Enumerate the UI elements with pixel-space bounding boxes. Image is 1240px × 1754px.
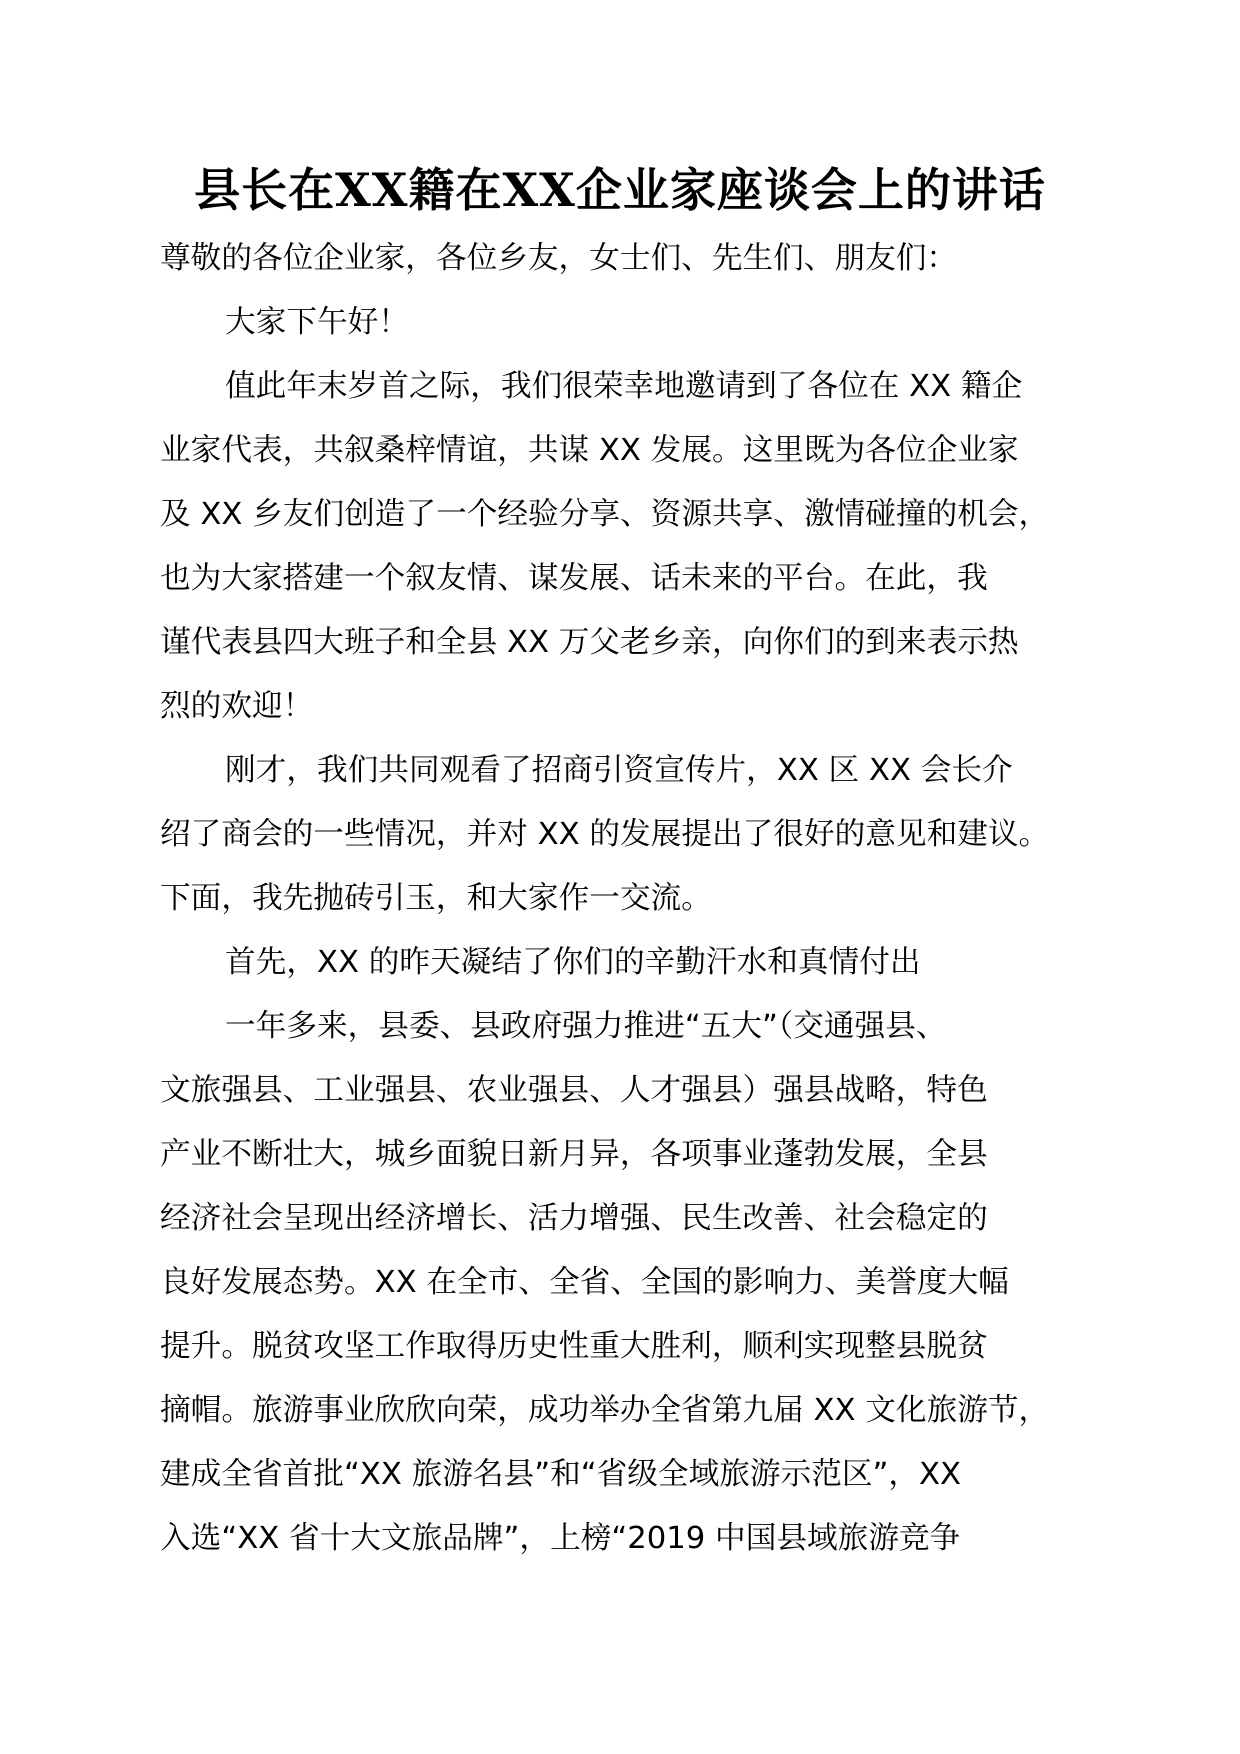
- text-line: 摘帽。旅游事业欣欣向荣，成功举办全省第九届 XX 文化旅游节，: [160, 1393, 1050, 1428]
- text-line: 尊敬的各位企业家，各位乡友，女士们、先生们、朋友们：: [160, 241, 958, 276]
- text-line: 经济社会呈现出经济增长、活力增强、民生改善、社会稳定的: [160, 1201, 988, 1236]
- text-line: 及 XX 乡友们创造了一个经验分享、资源共享、激情碰撞的机会，: [160, 497, 1050, 532]
- text-line: 大家下午好！: [225, 305, 409, 340]
- text-line: 刚才，我们共同观看了招商引资宣传片，XX 区 XX 会长介: [225, 753, 1013, 788]
- text-line: 也为大家搭建一个叙友情、谋发展、话未来的平台。在此，我: [160, 561, 988, 596]
- text-line: 业家代表，共叙桑梓情谊，共谋 XX 发展。这里既为各位企业家: [160, 433, 1019, 468]
- text-line: 下面，我先抛砖引玉，和大家作一交流。: [160, 881, 712, 916]
- document-title: 县长在XX籍在XX企业家座谈会上的讲话: [194, 163, 1046, 217]
- text-line: 烈的欢迎！: [160, 689, 314, 724]
- text-line: 产业不断壮大，城乡面貌日新月异，各项事业蓬勃发展，全县: [160, 1137, 988, 1172]
- text-line: 绍了商会的一些情况，并对 XX 的发展提出了很好的意见和建议。: [160, 817, 1050, 852]
- text-line: 入选“XX 省十大文旅品牌”，上榜“2019 中国县域旅游竞争: [160, 1521, 961, 1556]
- text-line: 文旅强县、工业强县、农业强县、人才强县）强县战略，特色: [160, 1073, 988, 1108]
- text-line: 建成全省首批“XX 旅游名县”和“省级全域旅游示范区”，XX: [160, 1457, 962, 1492]
- document-body: [160, 227, 1120, 1571]
- text-line: 首先，XX 的昨天凝结了你们的辛勤汗水和真情付出: [225, 945, 921, 980]
- text-line: 提升。脱贫攻坚工作取得历史性重大胜利，顺利实现整县脱贫: [160, 1329, 988, 1364]
- text-line: 谨代表县四大班子和全县 XX 万父老乡亲，向你们的到来表示热: [160, 625, 1019, 660]
- text-line: 一年多来，县委、县政府强力推进“五大”（交通强县、: [225, 1009, 947, 1044]
- text-line: 良好发展态势。XX 在全市、全省、全国的影响力、美誉度大幅: [160, 1265, 1009, 1300]
- text-line: 值此年末岁首之际，我们很荣幸地邀请到了各位在 XX 籍企: [225, 369, 1023, 404]
